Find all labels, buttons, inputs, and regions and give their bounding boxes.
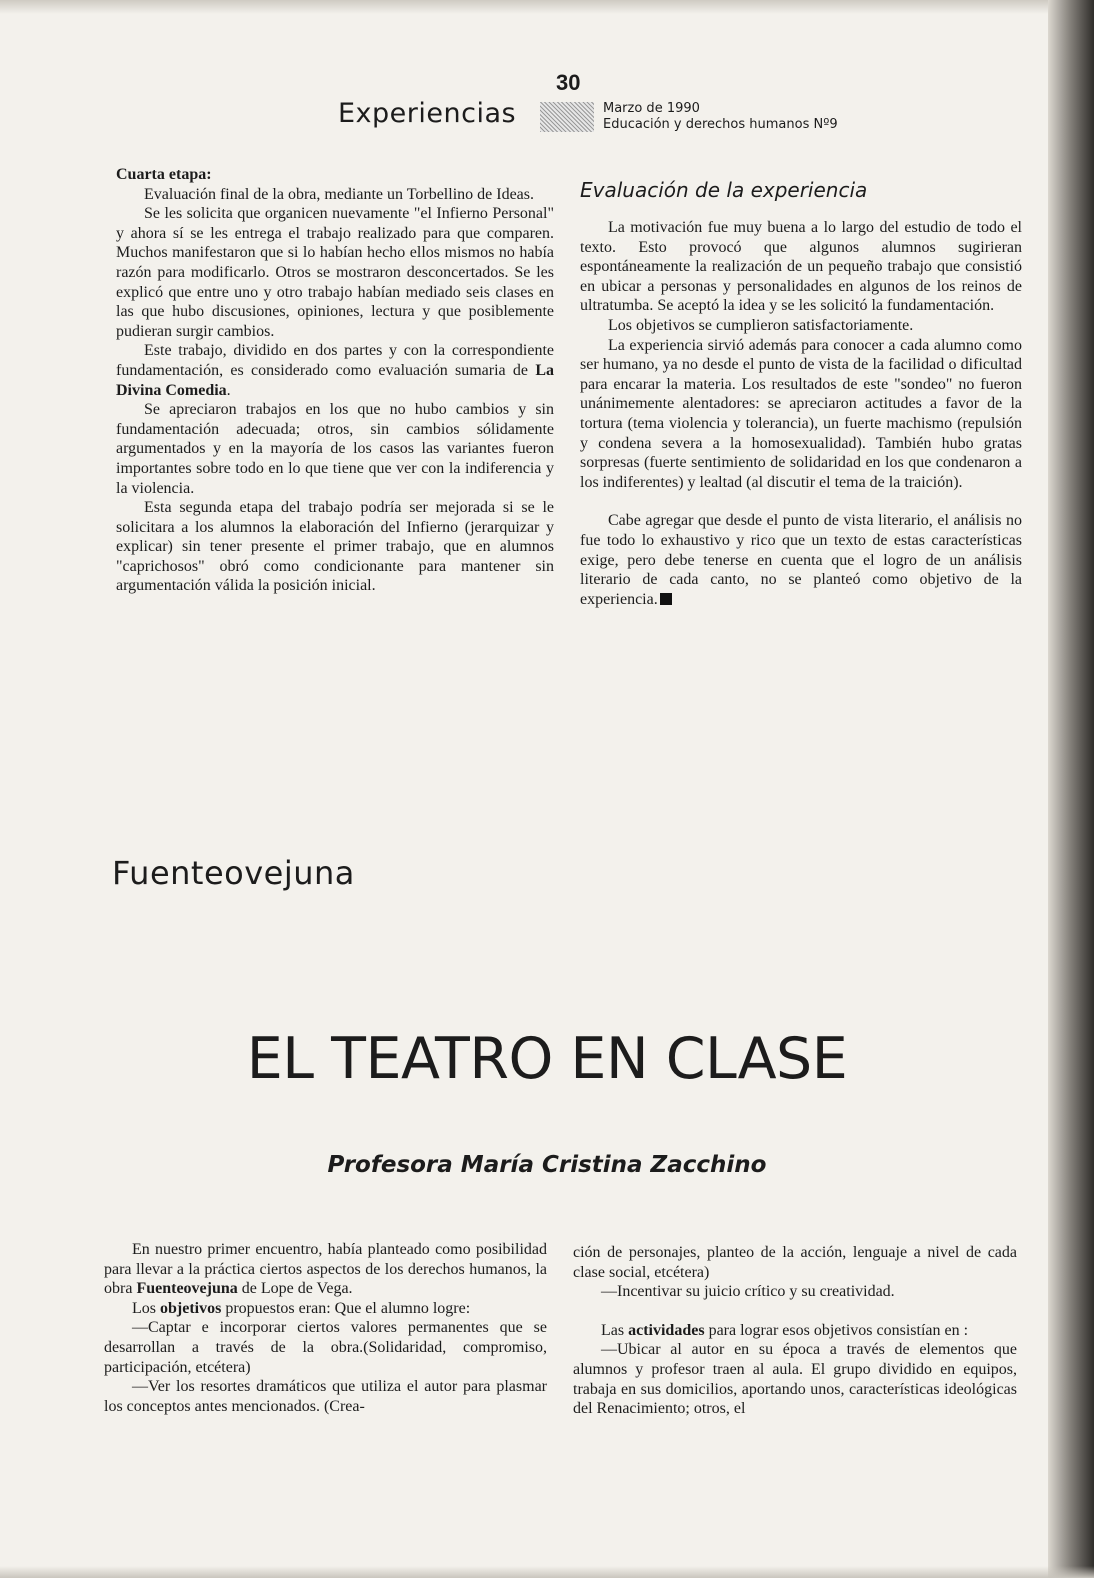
section-label: Experiencias <box>338 98 517 129</box>
paragraph: Los objetivos se cumplieron satisfactoriamente. <box>608 316 914 334</box>
header-hatch-ornament <box>540 102 594 132</box>
page-number: 30 <box>556 70 581 95</box>
work-title: La Divina Comedia <box>116 361 555 399</box>
activities-term: actividades <box>628 1321 705 1339</box>
paragraph-text: para lograr esos objetivos consistían en : <box>708 1321 969 1339</box>
previous-article-left-column <box>116 165 554 596</box>
paragraph-text: propuestos eran: Que el alumno logre: <box>225 1299 471 1317</box>
punctuation: . <box>226 381 231 399</box>
page-edge-bottom <box>0 1566 1094 1578</box>
page-binding-shadow <box>1048 0 1094 1578</box>
paragraph: —Ver los resortes dramáticos que utiliza el autor para plasmar los conceptos antes mencionados. (Crea- <box>104 1378 547 1415</box>
paragraph: La experiencia sirvió además para conocer a cada alumno como ser humano, ya no desde el punto de vista de la facilidad o dificultad para encarar la materia. Los resultados de este "sondeo" no fueron unánimemente alentadores: se apreciaron actitudes a favor de la tortura (tema violencia y tolerancia), un fuerte machismo (repulsión y condena severa a la homosexualidad). También hubo gratas sorpresas (fuerte sentimiento de solidaridad en los que condenaron a los indiferentes) y lealtad (al discutir el tema de la traición). <box>580 336 1022 491</box>
paragraph <box>104 1299 547 1319</box>
previous-article-right-column <box>580 178 1022 609</box>
paragraph-text: Cabe agregar que desde el punto de vista literario, el análisis no fue todo lo exhaustivo y rico que un texto de estas características exige, pero debe tenerse en cuenta que el logro de un análisis literario de cada canto, no se planteó como objetivo de la experiencia. <box>580 512 1022 608</box>
article-title: EL TEATRO EN CLASE <box>246 1026 848 1092</box>
paragraph: Evaluación final de la obra, mediante un Torbellino de Ideas. <box>144 185 534 203</box>
paragraph <box>573 1321 1017 1341</box>
paragraph-text: En nuestro primer encuentro, había planteado como posibilidad para llevar a la práctica ciertos aspectos de los derechos humanos, la obra <box>104 1241 547 1298</box>
paragraph <box>104 1240 547 1299</box>
page-edge-top <box>0 0 1094 14</box>
paragraph: Esta segunda etapa del trabajo podría ser mejorada si se le solicitara a los alumnos la elaboración del Infierno (jerarquizar y explicar) sin tener presente el primer trabajo, que en alumnos "caprichosos" obró como condicionante para mantener sin argumentación válida la posición inicial. <box>116 499 554 595</box>
paragraph: Se apreciaron trabajos en los que no hubo cambios y sin fundamentación adecuada; otros, sin cambios sólidamente argumentados y en la mayoría de los casos las variantes fueron importantes sobre todo en lo que tiene que ver con la indiferencia y la violencia. <box>116 401 554 497</box>
paragraph: —Incentivar su juicio crítico y su creatividad. <box>601 1283 895 1301</box>
paragraph: ción de personajes, planteo de la acción, lenguaje a nivel de cada clase social, etcétera) <box>573 1244 1017 1281</box>
paragraph-text: Los <box>132 1299 156 1317</box>
stage-subheading: Cuarta etapa: <box>116 166 212 183</box>
paragraph <box>116 341 554 400</box>
paragraph-text: Este trabajo, dividido en dos partes y con la correspondiente fundamentación, es considerado como evaluación sumaria de <box>116 342 554 379</box>
issue-date: Marzo de 1990 <box>603 101 700 116</box>
article-kicker: Fuenteovejuna <box>112 854 355 892</box>
paragraph: —Ubicar al autor en su época a través de elementos que alumnos y profesor traen al aula. El grupo dividido en equipos, trabaja en sus domicilios, aportando unos, características ideológicas del Renacimiento; otros, el <box>573 1341 1017 1418</box>
paragraph <box>580 511 1022 609</box>
issue-title: Educación y derechos humanos Nº9 <box>603 117 838 132</box>
article-right-column <box>573 1243 1017 1419</box>
work-title: Fuenteovejuna <box>136 1280 238 1298</box>
article-left-column <box>104 1240 547 1416</box>
paragraph-text: Las <box>601 1321 625 1339</box>
paragraph-text: de Lope de Vega. <box>241 1280 353 1298</box>
paragraph: La motivación fue muy buena a lo largo del estudio de todo el texto. Esto provocó que algunos alumnos sugirieran espontáneamente la realización de un pequeño trabajo que consistió en ubicar a personas y personalidades en algunos de los reinos de ultratumba. Se aceptó la idea y se les solicitó la fundamentación. <box>580 219 1022 315</box>
article-author: Profesora María Cristina Zacchino <box>327 1152 767 1178</box>
paragraph: —Captar e incorporar ciertos valores permanentes que se desarrollan a través de la obra.(Solidaridad, compromiso, participación, etcétera) <box>104 1319 547 1376</box>
objectives-term: objetivos <box>160 1299 222 1317</box>
end-of-article-mark <box>660 593 672 605</box>
evaluation-heading: Evaluación de la experiencia <box>580 178 868 202</box>
paragraph: Se les solicita que organicen nuevamente "el Infierno Personal" y ahora sí se les entrega el trabajo realizado para que comparen. Muchos manifestaron que si lo habían hecho ellos mismos no había razón para modificarlo. Otros se mostraron desconcertados. Se les explicó que entre uno y otro trabajo habían mediado seis clases en las que hubo discusiones, opiniones, lectura y que posiblemente pudieran surgir cambios. <box>116 205 554 340</box>
